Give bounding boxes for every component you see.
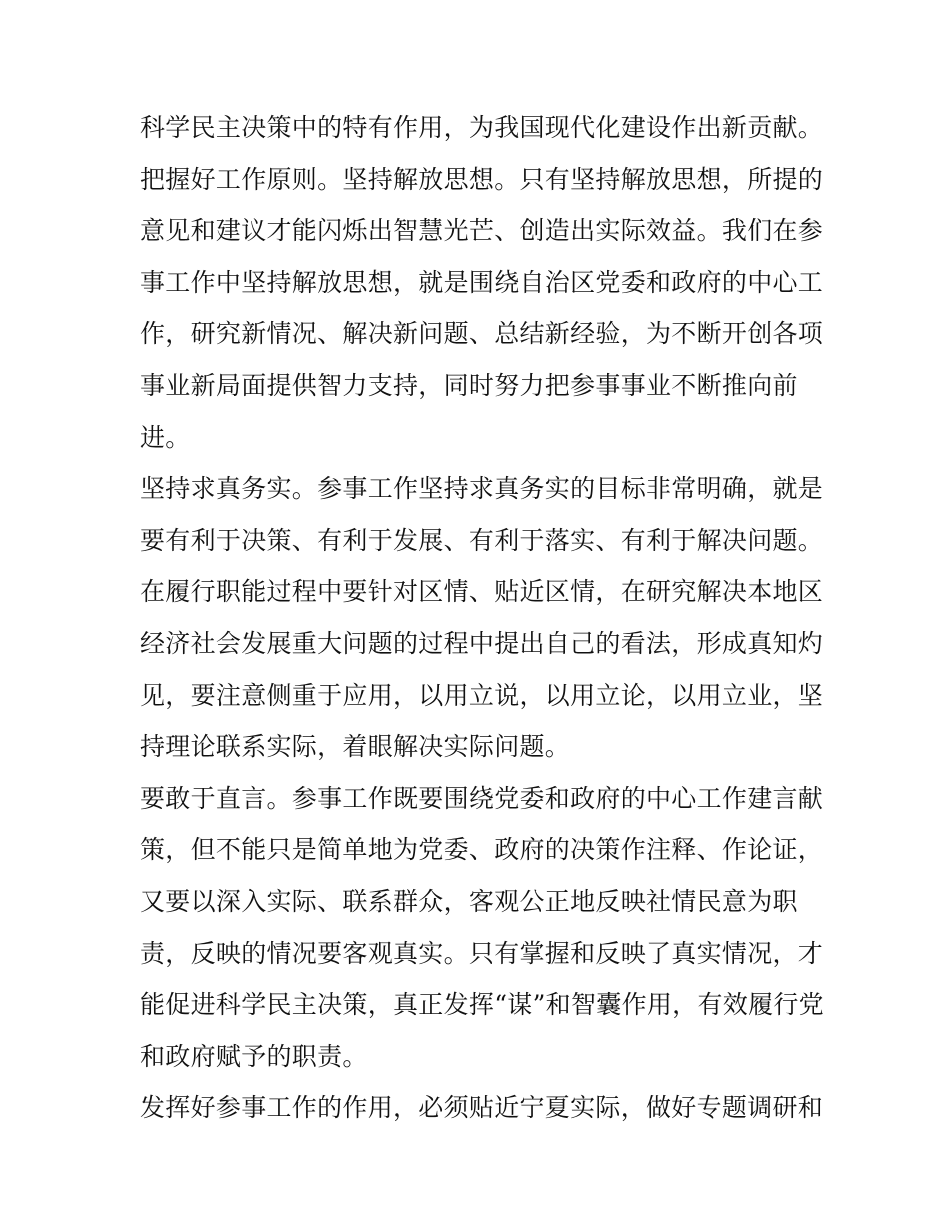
- text-line: 持理论联系实际，着眼解决实际问题。: [140, 732, 571, 762]
- text-line: 在履行职能过程中要针对区情、贴近区情，在研究解决本地区: [140, 577, 824, 607]
- document-body: [140, 102, 824, 1134]
- text-line: 科学民主决策中的特有作用，为我国现代化建设作出新贡献。: [140, 113, 824, 142]
- text-line: 作，研究新情况、解决新问题、总结新经验，为不断开创各项: [140, 319, 824, 349]
- text-line: 要敢于直言。参事工作既要围绕党委和政府的中心工作建言献: [140, 783, 824, 813]
- text-line: 坚持求真务实。参事工作坚持求真务实的目标非常明确，就是: [140, 474, 824, 504]
- text-line: 事业新局面提供智力支持，同时努力把参事事业不断推向前: [140, 370, 798, 400]
- text-line: 策，但不能只是简单地为党委、政府的决策作注释、作论证，: [140, 835, 824, 865]
- text-line: 事工作中坚持解放思想，就是围绕自治区党委和政府的中心工: [140, 267, 824, 297]
- text-line: 经济社会发展重大问题的过程中提出自己的看法，形成真知灼: [140, 628, 824, 658]
- text-line: 责，反映的情况要客观真实。只有掌握和反映了真实情况，才: [140, 938, 824, 968]
- text-line: 意见和建议才能闪烁出智慧光芒、创造出实际效益。我们在参: [140, 216, 824, 246]
- text-line: 把握好工作原则。坚持解放思想。只有坚持解放思想，所提的: [140, 164, 824, 194]
- text-line: 见，要注意侧重于应用，以用立说，以用立论，以用立业，坚: [140, 680, 824, 710]
- text-line: 又要以深入实际、联系群众，客观公正地反映社情民意为职: [140, 886, 798, 916]
- text-line: 进。: [140, 422, 191, 452]
- text-line: 发挥好参事工作的作用，必须贴近宁夏实际，做好专题调研和: [140, 1093, 824, 1123]
- text-line: 要有利于决策、有利于发展、有利于落实、有利于解决问题。: [140, 525, 824, 555]
- text-line: 能促进科学民主决策，真正发挥“谋”和智囊作用，有效履行党: [140, 990, 824, 1020]
- text-line: 和政府赋予的职责。: [140, 1041, 368, 1071]
